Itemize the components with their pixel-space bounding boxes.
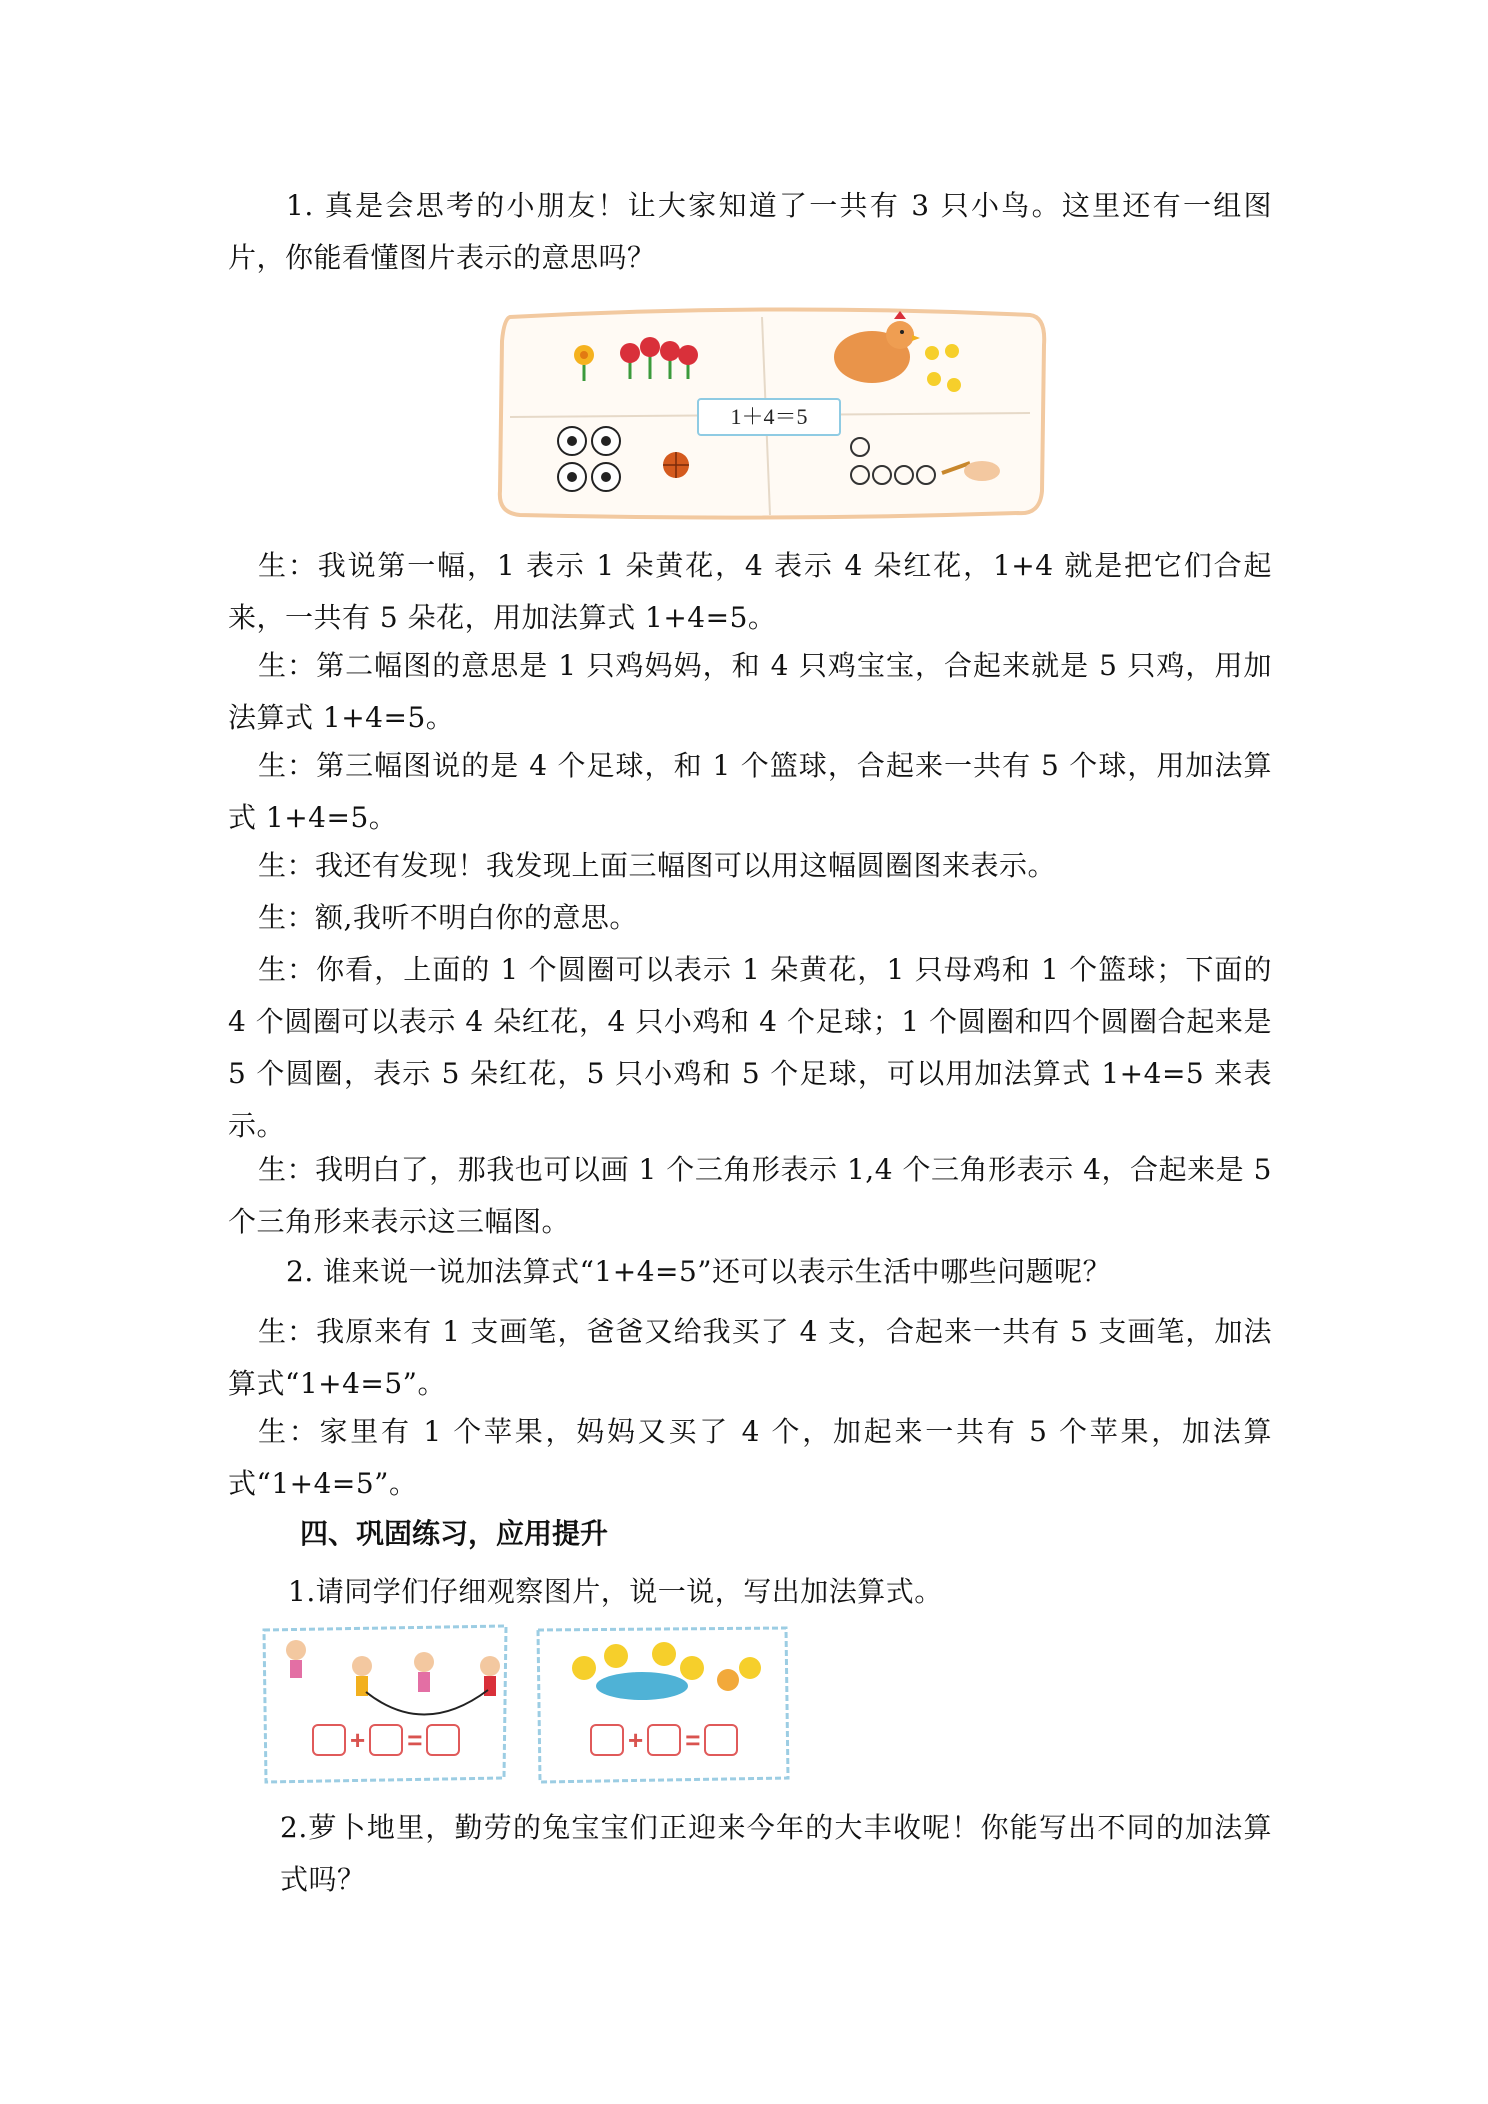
dialogue-line-5: 生：额,我听不明白你的意思。 [258, 901, 638, 934]
section-heading: 四、巩固练习，应用提升 [300, 1517, 609, 1550]
answer-blank[interactable] [704, 1724, 738, 1756]
answer-2: 生：家里有 1 个苹果，妈妈又买了 4 个，加起来一共有 5 个苹果，加法算式“1+4=5”。 [228, 1415, 1272, 1500]
blank-equation-1 [312, 1724, 460, 1756]
dialogue-line-3: 生：第三幅图说的是 4 个足球，和 1 个篮球，合起来一共有 5 个球，用加法算式 1+4=5。 [228, 749, 1272, 834]
basketball-icon [663, 452, 689, 478]
dialogue-line-1: 生：我说第一幅，1 表示 1 朵黄花，4 表示 4 朵红花，1+4 就是把它们合起来，一共有 5 朵花，用加法算式 1+4=5。 [228, 549, 1272, 634]
plus-sign: + [350, 1725, 366, 1755]
answer-blank[interactable] [647, 1724, 681, 1756]
dialogue-line-2: 生：第二幅图的意思是 1 只鸡妈妈，和 4 只鸡宝宝，合起来就是 5 只鸡，用加法算式 1+4=5。 [228, 649, 1272, 734]
answer-blank[interactable] [426, 1724, 460, 1756]
equation-label: 1＋4＝5 [697, 398, 841, 436]
dialogue-line-4: 生：我还有发现！我发现上面三幅图可以用这幅圆圈图来表示。 [258, 849, 1057, 882]
exercise-2: 2.萝卜地里，勤劳的兔宝宝们正迎来今年的大丰收呢！你能写出不同的加法算式吗？ [280, 1811, 1272, 1896]
answer-blank[interactable] [590, 1724, 624, 1756]
answer-blank[interactable] [369, 1724, 403, 1756]
answer-1: 生：我原来有 1 支画笔，爸爸又给我买了 4 支，合起来一共有 5 支画笔，加法算式“1+4=5”。 [228, 1315, 1272, 1400]
blank-equation-2 [590, 1724, 738, 1756]
question-2: 2. 谁来说一说加法算式“1+4=5”还可以表示生活中哪些问题呢？ [286, 1255, 1112, 1288]
equals-sign: = [685, 1725, 701, 1755]
exercise-1: 1.请同学们仔细观察图片，说一说，写出加法算式。 [288, 1575, 943, 1608]
chicks-feeding-card [532, 1622, 794, 1788]
dialogue-line-7: 生：我明白了，那我也可以画 1 个三角形表示 1,4 个三角形表示 4，合起来是 5 个三角形来表示这三幅图。 [228, 1153, 1272, 1238]
plus-sign: + [628, 1725, 644, 1755]
question-1: 1. 真是会思考的小朋友！让大家知道了一共有 3 只小鸟。这里还有一组图片，你能看懂图片表示的意思吗？ [228, 189, 1272, 274]
answer-blank[interactable] [312, 1724, 346, 1756]
equals-sign: = [407, 1725, 423, 1755]
jump-rope-card [258, 1620, 512, 1788]
dialogue-line-6: 生：你看，上面的 1 个圆圈可以表示 1 朵黄花，1 只母鸡和 1 个篮球；下面的 4 个圆圈可以表示 4 朵红花，4 只小鸡和 4 个足球；1 个圆圈和四个圆圈合起来是 5 个圆圈，表示 5 朵红花，5 只小鸡和 5 个足球，可以用加法算式 1+4=5 来表示。 [228, 953, 1272, 1142]
